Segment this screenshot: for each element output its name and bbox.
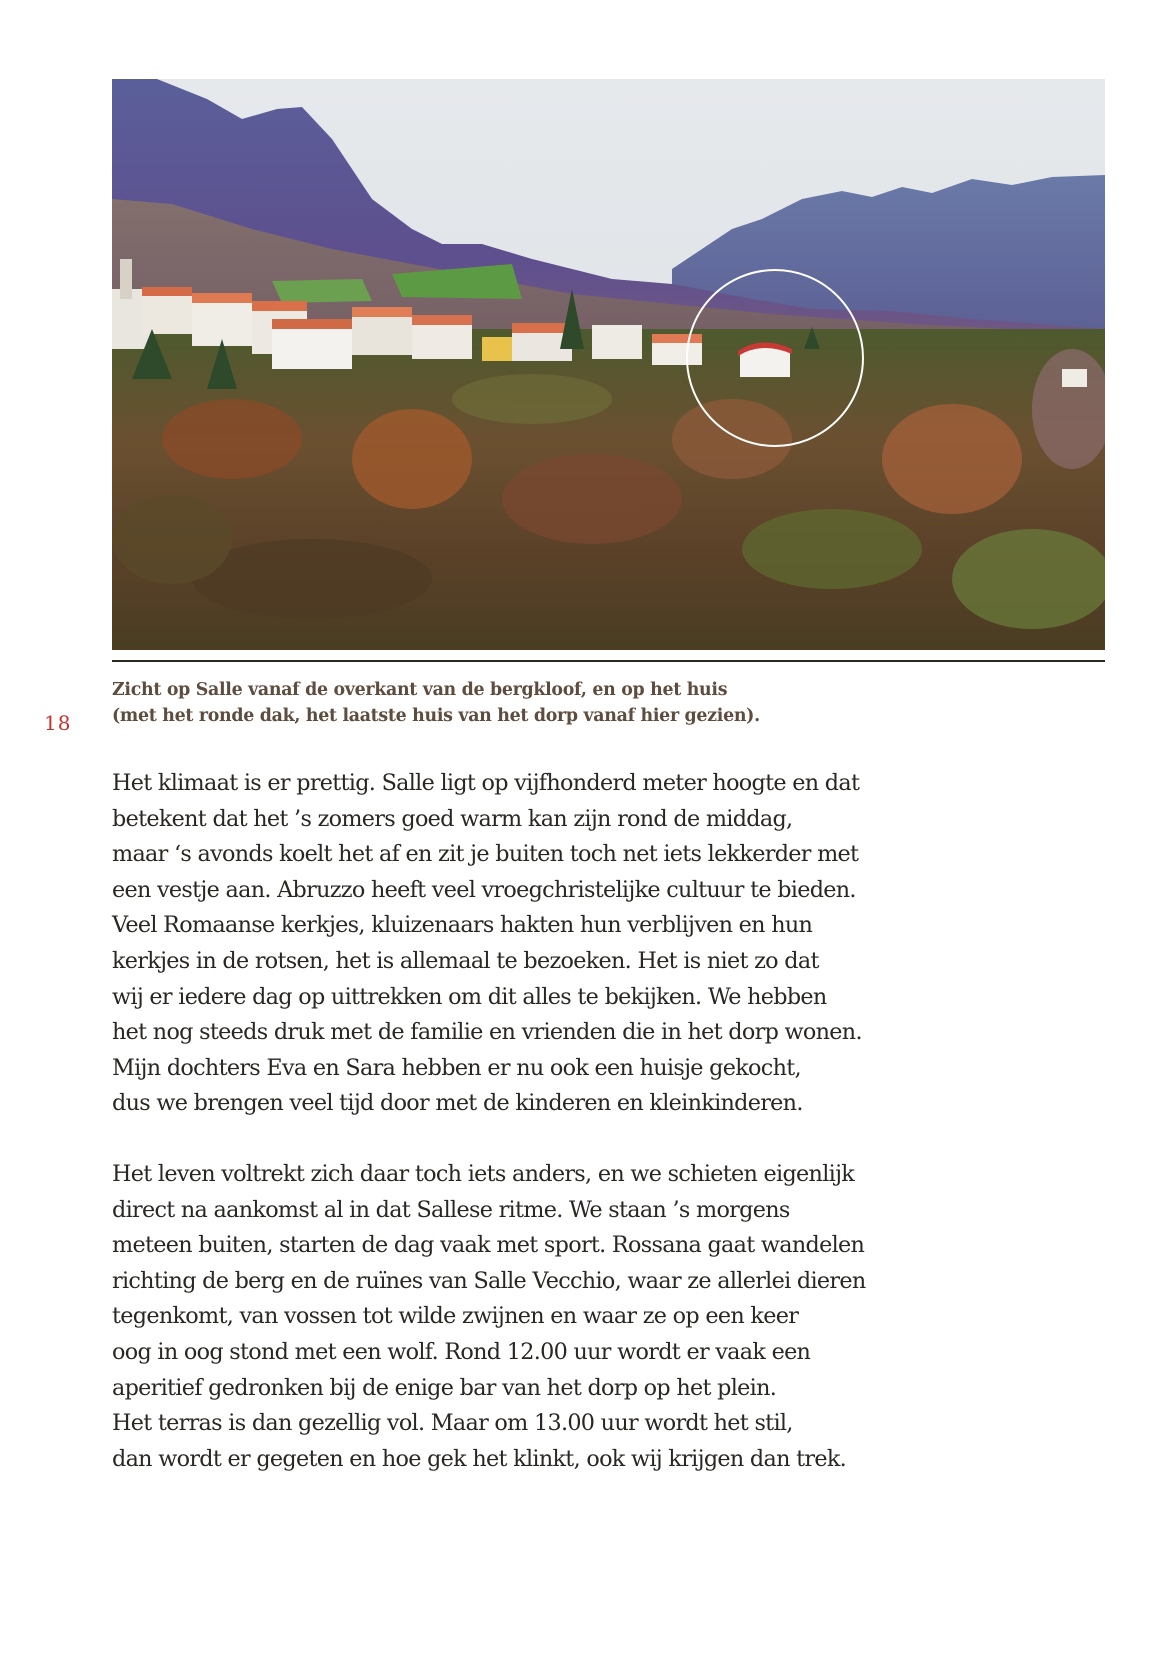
caption-line: (met het ronde dak, het laatste huis van het dorp vanaf hier gezien). (112, 706, 760, 726)
paragraph (112, 766, 1012, 1122)
text-line: richting de berg en de ruïnes van Salle Vecchio, waar ze allerlei dieren (112, 1267, 866, 1294)
text-line: wij er iedere dag op uittrekken om dit alles te bekijken. We hebben (112, 983, 827, 1010)
text-line: meteen buiten, starten de dag vaak met sport. Rossana gaat wandelen (112, 1232, 865, 1259)
text-line: Veel Romaanse kerkjes, kluizenaars hakten hun verblijven en hun (112, 912, 813, 939)
text-line: Het leven voltrekt zich daar toch iets anders, en we schieten eigenlijk (112, 1160, 855, 1187)
text-line: het nog steeds druk met de familie en vrienden die in het dorp wonen. (112, 1019, 862, 1046)
text-line: dus we brengen veel tijd door met de kinderen en kleinkinderen. (112, 1090, 803, 1117)
text-line: betekent dat het ’s zomers goed warm kan zijn rond de middag, (112, 805, 793, 832)
caption-line: Zicht op Salle vanaf de overkant van de bergkloof, en op het huis (112, 680, 728, 700)
text-line: maar ‘s avonds koelt het af en zit je buiten toch net iets lekkerder met (112, 841, 859, 868)
text-line: direct na aankomst al in dat Sallese ritme. We staan ’s morgens (112, 1196, 790, 1223)
text-line: oog in oog stond met een wolf. Rond 12.00 uur wordt er vaak een (112, 1338, 811, 1365)
photo-caption (112, 677, 1012, 729)
text-line: tegenkomt, van vossen tot wilde zwijnen en waar ze op een keer (112, 1303, 799, 1330)
green-field (272, 279, 372, 303)
text-line: kerkjes in de rotsen, het is allemaal te bezoeken. Het is niet zo dat (112, 947, 819, 974)
text-line: Het terras is dan gezellig vol. Maar om 13.00 uur wordt het stil, (112, 1410, 793, 1437)
paragraph (112, 1157, 1012, 1477)
text-line: aperitief gedronken bij de enige bar van het dorp op het plein. (112, 1374, 777, 1401)
caption-rule (112, 660, 1105, 662)
page-number: 18 (44, 711, 72, 735)
text-line: een vestje aan. Abruzzo heeft veel vroegchristelijke cultuur te bieden. (112, 876, 856, 903)
text-line: Mijn dochters Eva en Sara hebben er nu ook een huisje gekocht, (112, 1054, 801, 1081)
body-text (112, 766, 1012, 1477)
text-line: Het klimaat is er prettig. Salle ligt op vijfhonderd meter hoogte en dat (112, 770, 860, 796)
landscape-photo (112, 79, 1105, 650)
photo-illustration (112, 79, 1105, 650)
text-line: dan wordt er gegeten en hoe gek het klinkt, ook wij krijgen dan trek. (112, 1445, 847, 1472)
